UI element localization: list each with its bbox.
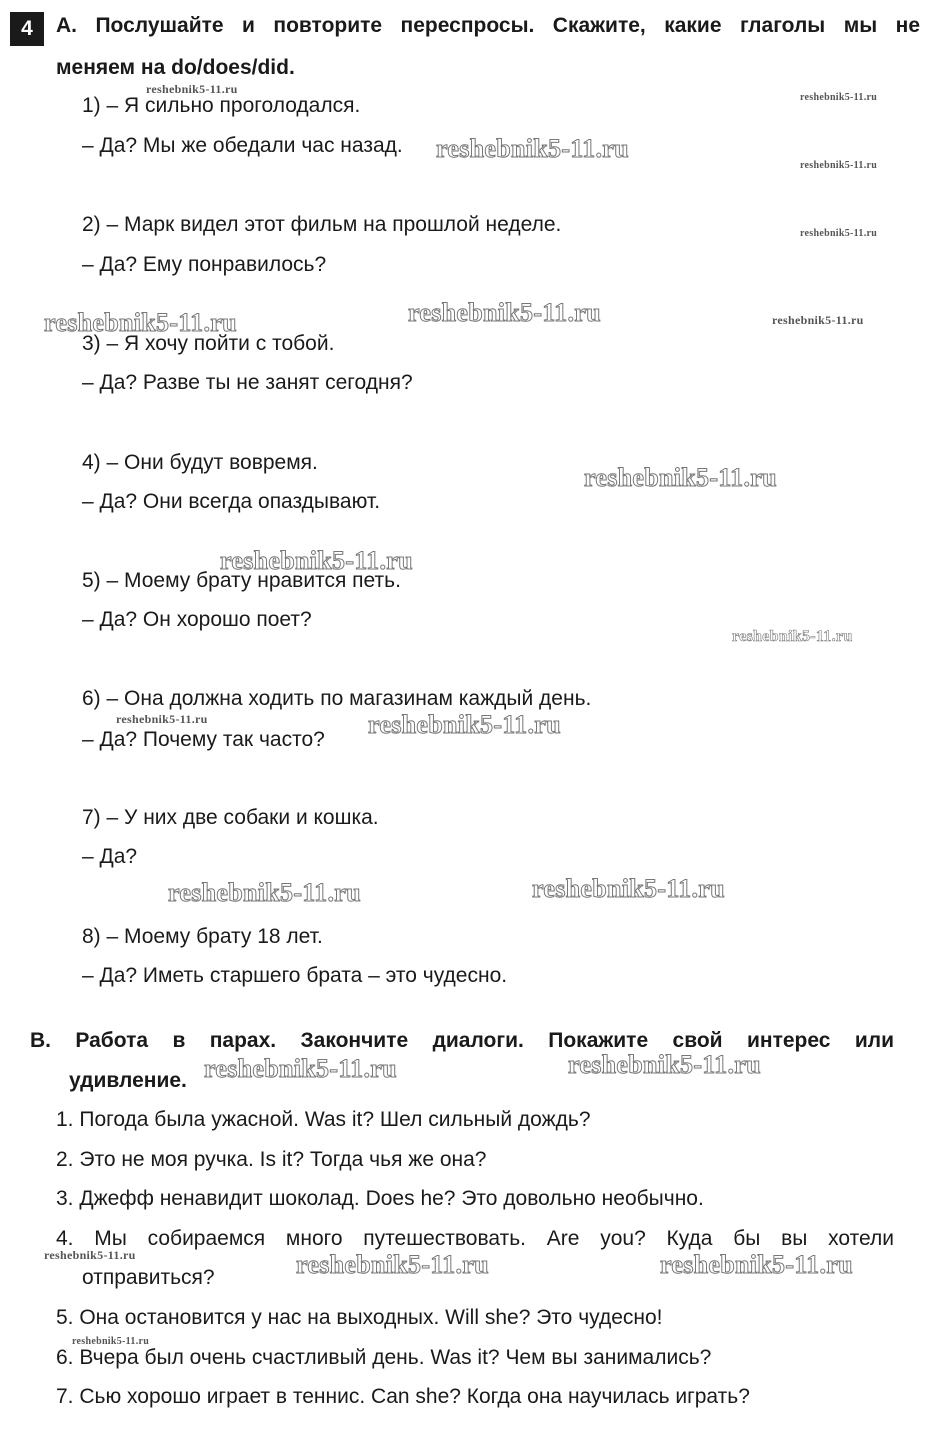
watermark: reshebnik5-11.ru	[168, 878, 361, 907]
item-3-answer: – Да? Разве ты не занят сегодня?	[82, 371, 413, 394]
dialogue-7: 7. Сью хорошо играет в теннис. Can she? Когда она научилась играть?	[56, 1385, 750, 1408]
exercise-number-badge: 4	[10, 12, 44, 46]
section-b-heading-line1: B. Работа в парах. Закончите диалоги. Покажите свой интерес или	[30, 1029, 894, 1052]
watermark: reshebnik5-11.ru	[800, 92, 878, 103]
watermark: reshebnik5-11.ru	[146, 82, 238, 96]
watermark: reshebnik5-11.ru	[72, 1336, 150, 1347]
item-8-question: 8) – Моему брату 18 лет.	[82, 925, 323, 948]
item-3-question: 3) – Я хочу пойти с тобой.	[82, 332, 335, 355]
dialogue-6: 6. Вчера был очень счастливый день. Was it? Чем вы занимались?	[56, 1346, 712, 1369]
watermark: reshebnik5-11.ru	[800, 228, 878, 239]
watermark: reshebnik5-11.ru	[660, 1250, 853, 1279]
item-6-answer: – Да? Почему так часто?	[82, 728, 325, 751]
watermark: reshebnik5-11.ru	[44, 308, 237, 337]
watermark: reshebnik5-11.ru	[532, 874, 725, 903]
watermark: reshebnik5-11.ru	[408, 298, 601, 327]
watermark: reshebnik5-11.ru	[368, 710, 561, 739]
section-b-heading-line2: удивление.	[69, 1069, 187, 1092]
item-1-answer: – Да? Мы же обедали час назад.	[82, 134, 403, 157]
watermark: reshebnik5-11.ru	[584, 463, 777, 492]
watermark: reshebnik5-11.ru	[204, 1054, 397, 1083]
section-a-heading-line1: A. Послушайте и повторите переспросы. Скажите, какие глаголы мы не	[56, 14, 920, 37]
item-7-question: 7) – У них две собаки и кошка.	[82, 806, 379, 829]
watermark: reshebnik5-11.ru	[568, 1050, 761, 1079]
watermark: reshebnik5-11.ru	[436, 134, 629, 163]
watermark: reshebnik5-11.ru	[800, 160, 878, 171]
item-2-question: 2) – Марк видел этот фильм на прошлой неделе.	[82, 213, 562, 236]
item-4-answer: – Да? Они всегда опаздывают.	[82, 490, 381, 513]
dialogue-5: 5. Она остановится у нас на выходных. Will she? Это чудесно!	[56, 1306, 663, 1329]
dialogue-4-line1: 4. Мы собираемся много путешествовать. Are you? Куда бы вы хотели	[56, 1227, 894, 1250]
watermark: reshebnik5-11.ru	[220, 546, 413, 575]
item-2-answer: – Да? Ему понравилось?	[82, 253, 327, 276]
watermark: reshebnik5-11.ru	[732, 628, 853, 645]
dialogue-4-line2: отправиться?	[82, 1266, 215, 1289]
watermark: reshebnik5-11.ru	[44, 1248, 136, 1262]
watermark: reshebnik5-11.ru	[116, 712, 208, 726]
item-6-question: 6) – Она должна ходить по магазинам каждый день.	[82, 687, 592, 710]
item-5-question: 5) – Моему брату нравится петь.	[82, 569, 401, 592]
item-4-question: 4) – Они будут вовремя.	[82, 451, 318, 474]
item-1-question: 1) – Я сильно проголодался.	[82, 94, 361, 117]
item-5-answer: – Да? Он хорошо поет?	[82, 608, 312, 631]
section-a-heading-line2: меняем на do/does/did.	[56, 56, 295, 79]
item-7-answer: – Да?	[82, 845, 138, 868]
dialogue-3: 3. Джефф ненавидит шоколад. Does he? Это довольно необычно.	[56, 1187, 704, 1210]
dialogue-1: 1. Погода была ужасной. Was it? Шел сильный дождь?	[56, 1108, 591, 1131]
item-8-answer: – Да? Иметь старшего брата – это чудесно.	[82, 964, 508, 987]
watermark: reshebnik5-11.ru	[296, 1250, 489, 1279]
watermark: reshebnik5-11.ru	[772, 313, 864, 327]
dialogue-2: 2. Это не моя ручка. Is it? Тогда чья же она?	[56, 1148, 487, 1171]
